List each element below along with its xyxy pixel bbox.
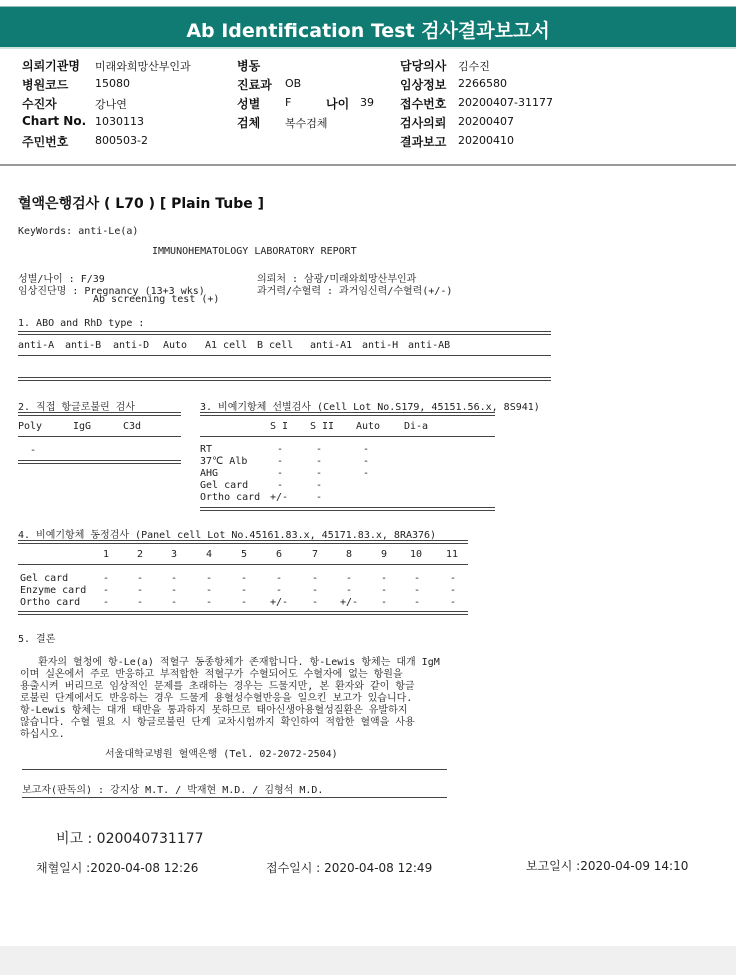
sex-age-line: 성별/나이 : F/39 [18,274,105,285]
label-physician: 담당의사 [400,59,447,73]
page-title: Ab Identification Test 검사결과보고서 [186,20,550,42]
divider [18,611,468,615]
receipt-time-label: 접수일시 : [266,861,321,875]
column-header: S II [310,421,335,432]
value-resident-no: 800503-2 [95,134,148,147]
column-header: A1 cell [205,340,248,351]
table-cell: - [312,585,319,596]
value-physician: 김수진 [458,60,490,73]
label-result-report: 결과보고 [400,135,447,149]
section-5-title: 5. 결론 [18,634,56,645]
table-cell: - [312,573,319,584]
table-cell: - [450,573,457,584]
value-result-report: 20200410 [458,134,514,147]
reporter-line: 보고자(판독의) : 강지상 M.T. / 박재현 M.D. / 김형석 M.D. [22,785,324,796]
table-cell: - [316,492,323,503]
table-cell: - [171,597,178,608]
conclusion-line: 항-Lewis 항체는 대개 태반을 통과하지 못하므로 태아신생아용혈성질환은 유발하지 [20,705,408,716]
table-cell: - [277,480,284,491]
column-header: Di-a [404,421,429,432]
table-cell: - [346,585,353,596]
table-cell: - [206,573,213,584]
column-header: 11 [446,549,459,560]
conclusion-line: 환자의 혈청에 항-Le(a) 적혈구 동종항체가 존재합니다. 항-Lewis 항체는 대개 IgM [20,657,440,668]
label-requesting-institution: 의뢰기관명 [22,59,80,73]
column-header: 3 [171,549,178,560]
divider [200,507,495,511]
hospital-line: 서울대학교병원 혈액은행 (Tel. 02-2072-2504) [105,749,338,760]
table-cell: - [137,597,144,608]
divider [18,355,551,356]
conclusion-line: 로불린 단계에서도 반응하는 경우 드물게 용혈성수혈반응을 일으킨 보고가 있습니다. [20,693,413,704]
column-header: 9 [381,549,388,560]
table-cell: - [103,585,110,596]
lab-report-title: IMMUNOHEMATOLOGY LABORATORY REPORT [152,246,357,257]
label-test-request: 검사의뢰 [400,116,447,130]
divider [18,540,468,544]
keywords: KeyWords: anti-Le(a) [18,226,139,237]
label-sex: 성별 [237,97,261,111]
section-2-title: 2. 직접 항글로불린 검사 [18,402,136,413]
value-clinical-info: 2266580 [458,77,507,90]
column-header: C3d [123,421,142,432]
table-cell: - [363,456,370,467]
table-cell: - [241,585,248,596]
table-cell: - [363,468,370,479]
conclusion-line: 않습니다. 수혈 필요 시 항글로불린 단계 교차시험까지 확인하여 적합한 혈액을 사용 [20,717,415,728]
value-age: 39 [360,96,374,109]
column-header: 6 [276,549,283,560]
table-cell: - [316,444,323,455]
table-cell: - [381,573,388,584]
report-time-value: 2020-04-09 14:10 [580,859,689,873]
table-row-label: AHG [200,468,219,479]
column-header: anti-H [362,340,399,351]
value-sex: F [285,96,292,109]
value-hospital-code: 15080 [95,77,130,90]
value-receipt-no: 20200407-31177 [458,96,553,109]
table-row-label: Ortho card [200,492,261,503]
table-cell: - [103,573,110,584]
column-header: anti-B [65,340,102,351]
receipt-time [266,859,432,876]
column-header: B cell [257,340,294,351]
column-header: anti-AB [408,340,451,351]
collection-time [36,859,198,876]
table-cell: - [206,585,213,596]
table-cell: - [381,597,388,608]
conclusion-line: 하십시오. [20,729,65,740]
table-cell: - [206,597,213,608]
dat-result: - [30,445,37,456]
label-resident-no: 주민번호 [22,135,69,149]
table-row-label: RT [200,444,213,455]
divider [18,377,551,381]
table-cell: - [414,585,421,596]
column-header: anti-A [18,340,55,351]
column-header: Auto [163,340,188,351]
divider [22,769,447,770]
divider [18,331,551,335]
column-header: 7 [312,549,319,560]
divider [18,460,181,464]
receipt-time-value: 2020-04-08 12:49 [324,861,433,875]
history-line: 과거력/수혈력 : 과거임신력/수혈력(+/-) [257,286,453,297]
collection-time-label: 채혈일시 : [36,861,91,875]
table-cell: - [414,597,421,608]
table-cell: - [276,573,283,584]
section-4-title: 4. 비예기항체 동정검사 (Panel cell Lot No.45161.83.x, 45171.83.x, 8RA376) [18,530,437,541]
header-separator [0,164,736,166]
table-cell: - [137,585,144,596]
column-header: Poly [18,421,43,432]
table-row-label: Ortho card [20,597,81,608]
table-cell: - [312,597,319,608]
table-cell: +/- [270,597,289,608]
divider [18,436,181,437]
label-specimen: 검체 [237,116,261,130]
table-cell: - [276,585,283,596]
report-heading: 혈액은행검사 ( L70 ) [ Plain Tube ] [18,196,265,212]
column-header: 1 [103,549,110,560]
table-cell: - [277,468,284,479]
table-cell: - [316,456,323,467]
column-header: IgG [73,421,92,432]
label-hospital-code: 병원코드 [22,78,69,92]
section-1-title: 1. ABO and RhD type : [18,318,145,329]
table-cell: - [103,597,110,608]
value-requesting-institution: 미래와희망산부인과 [95,60,191,73]
value-chart-no: 1030113 [95,115,144,128]
value-specimen: 복수검체 [285,117,328,130]
note-value: 020040731177 [96,831,204,847]
bottom-band [0,946,736,975]
label-patient: 수진자 [22,97,57,111]
divider [200,412,495,416]
table-row-label: Gel card [200,480,249,491]
table-row-label: 37℃ Alb [200,456,248,467]
divider [200,436,495,437]
table-cell: - [381,585,388,596]
column-header: anti-D [113,340,150,351]
table-cell: - [346,573,353,584]
diagnosis-line-1: 임상진단명 : Pregnancy (13+3 wks) [18,286,205,297]
column-header: Auto [356,421,381,432]
note [56,828,204,848]
section-3-title: 3. 비예기항체 선별검사 (Cell Lot No.S179, 45151.56.x, 8S941) [200,402,540,413]
table-cell: - [414,573,421,584]
table-cell: - [171,573,178,584]
column-header: 2 [137,549,144,560]
table-cell: - [241,597,248,608]
table-cell: - [450,597,457,608]
divider [18,412,181,416]
conclusion-line: 용출시켜 버리므로 임상적인 문제를 초래하는 경우는 드물지만, 본 환자와 같이 항글 [20,681,415,692]
table-cell: +/- [270,492,289,503]
conclusion-line: 이며 실온에서 주로 반응하고 부적합한 적혈구가 수혈되어도 수혈자에 없는 항원을 [20,669,403,680]
table-cell: +/- [340,597,359,608]
label-clinical-info: 임상정보 [400,78,447,92]
table-cell: - [316,480,323,491]
value-department: OB [285,77,302,90]
table-cell: - [137,573,144,584]
column-header: 5 [241,549,248,560]
column-header: S I [270,421,289,432]
label-chart-no: Chart No. [22,114,87,128]
label-ward: 병동 [237,59,261,73]
table-row-label: Enzyme card [20,585,87,596]
value-test-request: 20200407 [458,115,514,128]
table-cell: - [241,573,248,584]
divider [22,797,447,798]
table-row-label: Gel card [20,573,69,584]
note-label: 비고 : [56,831,93,847]
column-header: 4 [206,549,213,560]
table-cell: - [363,444,370,455]
value-patient: 강나연 [95,98,127,111]
report-time [526,857,688,874]
table-cell: - [316,468,323,479]
label-department: 진료과 [237,78,272,92]
table-cell: - [277,456,284,467]
report-time-label: 보고일시 : [526,859,581,873]
table-cell: - [171,585,178,596]
label-receipt-no: 접수번호 [400,97,447,111]
label-age: 나이 [326,97,350,111]
column-header: anti-A1 [310,340,353,351]
column-header: 10 [410,549,423,560]
collection-time-value: 2020-04-08 12:26 [90,861,199,875]
divider [18,564,468,565]
requester-line: 의뢰처 : 삼광/미래와희망산부인과 [257,274,417,285]
column-header: 8 [346,549,353,560]
diagnosis-line-2: Ab screening test (+) [93,294,220,305]
table-cell: - [450,585,457,596]
table-cell: - [277,444,284,455]
